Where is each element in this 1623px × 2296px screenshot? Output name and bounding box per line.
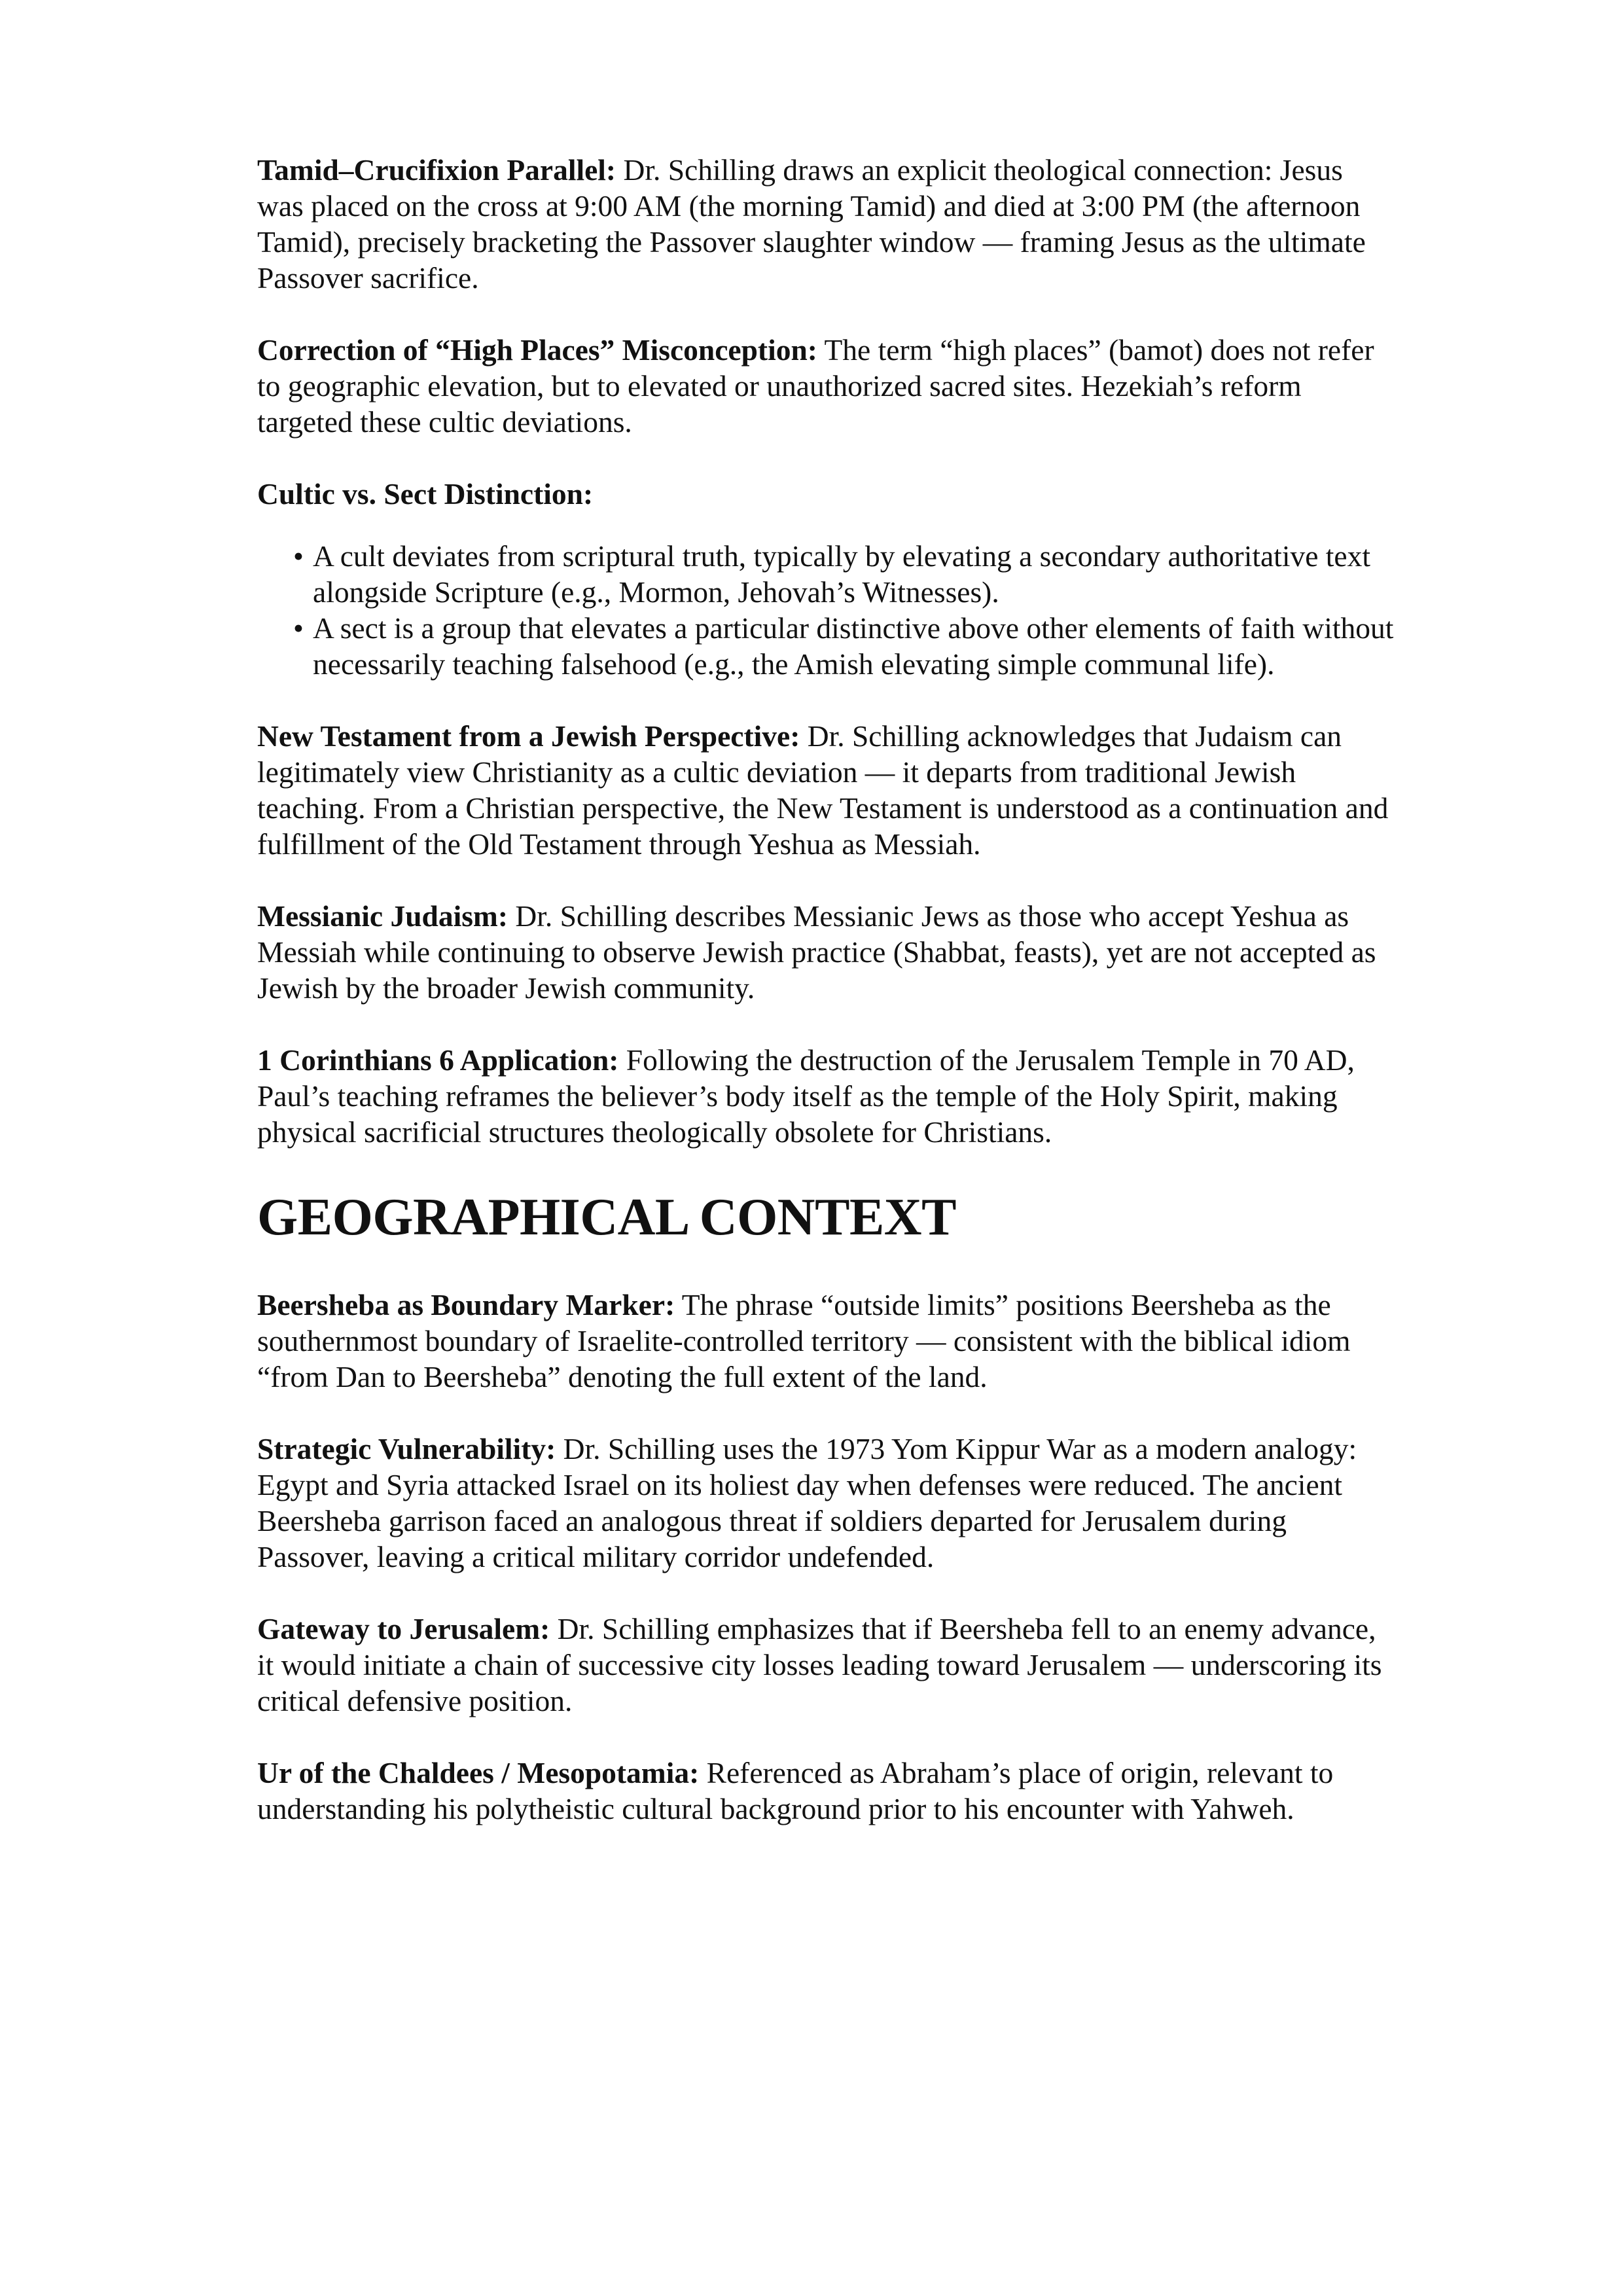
paragraph-text: Dr. Schilling acknowledges that Judaism can legitimately view Christianity as a cultic deviation — it departs from traditional Jewish teaching. From a Christian perspective, the New Testament is understood as a continuation and fulfillment of the Old Testament through Yeshua as Messiah. (257, 719, 1389, 861)
paragraph-high-places (257, 332, 1396, 440)
paragraph-term: Ur of the Chaldees / Mesopotamia: (257, 1756, 700, 1789)
paragraph-term: Beersheba as Boundary Marker: (257, 1288, 675, 1321)
list-item (257, 538, 1396, 610)
paragraph-term: Tamid–Crucifixion Parallel: (257, 153, 616, 187)
paragraph-messianic-judaism (257, 898, 1396, 1006)
paragraph-text: Dr. Schilling draws an explicit theological connection: Jesus was placed on the cross at 9:00 AM (the morning Tamid) and died at 3:00 PM (the afternoon Tamid), precisely bracketing the Passover slaughter window — framing Jesus as the ultimate Passover sacrifice. (257, 153, 1366, 295)
paragraph-strategic-vulnerability (257, 1431, 1396, 1575)
bullet-icon: • (293, 539, 304, 573)
paragraph-term: Correction of “High Places” Misconception: (257, 333, 817, 367)
list-item-text: A cult deviates from scriptural truth, typically by elevating a secondary authoritative text alongside Scripture (e.g., Mormon, Jehovah’s Witnesses). (313, 539, 1371, 609)
paragraph-text: The term “high places” (bamot) does not refer to geographic elevation, but to elevated or unauthorized sacred sites. Hezekiah’s reform targeted these cultic deviations. (257, 333, 1374, 439)
paragraph-text: Dr. Schilling describes Messianic Jews as those who accept Yeshua as Messiah while continuing to observe Jewish practice (Shabbat, feasts), yet are not accepted as Jewish by the broader Jewish community. (257, 899, 1376, 1005)
bullet-icon: • (293, 611, 304, 645)
paragraph-1-corinthians (257, 1042, 1396, 1150)
paragraph-text: The phrase “outside limits” positions Beersheba as the southernmost boundary of Israelite-controlled territory — consistent with the biblical idiom “from Dan to Beersheba” denoting the full extent of the land. (257, 1288, 1351, 1393)
paragraph-gateway-jerusalem (257, 1611, 1396, 1719)
section-heading-geographical-context: GEOGRAPHICAL CONTEXT (257, 1189, 956, 1246)
paragraph-text: Dr. Schilling emphasizes that if Beersheba fell to an enemy advance, it would initiate a chain of successive city losses leading toward Jerusalem — underscoring its critical defensive position. (257, 1612, 1382, 1717)
paragraph-cultic-sect (257, 476, 1396, 512)
paragraph-term: Strategic Vulnerability: (257, 1432, 556, 1465)
paragraph-term: New Testament from a Jewish Perspective: (257, 719, 800, 753)
paragraph-term: Cultic vs. Sect Distinction: (257, 477, 594, 511)
paragraph-tamid-crucifixion (257, 152, 1396, 296)
document-body (257, 152, 1396, 1863)
list-item (257, 610, 1396, 682)
paragraph-term: 1 Corinthians 6 Application: (257, 1043, 619, 1077)
paragraph-ur-chaldees (257, 1755, 1396, 1827)
paragraph-text: Referenced as Abraham’s place of origin, relevant to understanding his polytheistic cultural background prior to his encounter with Yahweh. (257, 1756, 1334, 1825)
paragraph-text: Dr. Schilling uses the 1973 Yom Kippur War as a modern analogy: Egypt and Syria attacked Israel on its holiest day when defenses were reduced. The ancient Beersheba garrison faced an analogous threat if soldiers departed for Jerusalem during Passover, leaving a critical military corridor undefended. (257, 1432, 1357, 1573)
paragraph-term: Gateway to Jerusalem: (257, 1612, 550, 1645)
paragraph-text: Following the destruction of the Jerusalem Temple in 70 AD, Paul’s teaching reframes the believer’s body itself as the temple of the Holy Spirit, making physical sacrificial structures theologically obsolete for Christians. (257, 1043, 1355, 1149)
paragraph-term: Messianic Judaism: (257, 899, 508, 933)
list-item-text: A sect is a group that elevates a particular distinctive above other elements of faith without necessarily teaching falsehood (e.g., the Amish elevating simple communal life). (313, 611, 1394, 681)
paragraph-nt-jewish-perspective (257, 718, 1396, 862)
paragraph-beersheba-boundary (257, 1287, 1396, 1395)
bullet-list (257, 538, 1396, 682)
